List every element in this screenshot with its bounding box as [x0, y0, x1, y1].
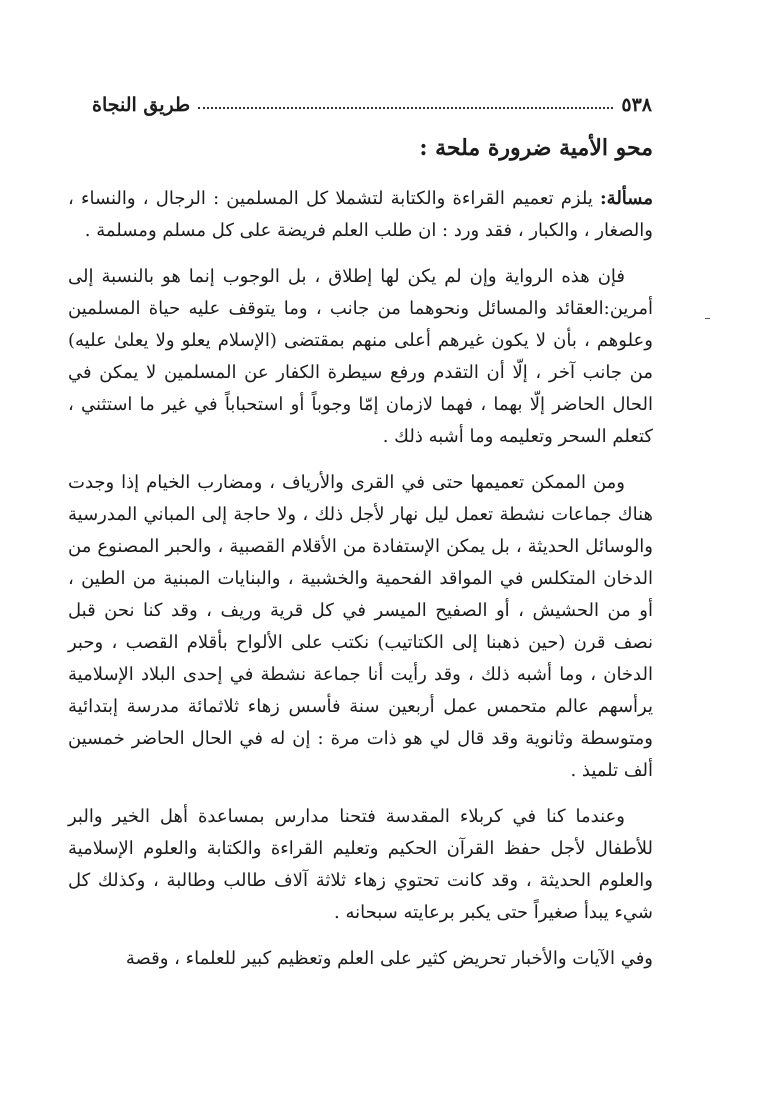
book-title: طريق النجاة — [92, 94, 191, 116]
page-number: ٥٣٨ — [621, 94, 652, 116]
paragraph: وعندما كنا في كربلاء المقدسة فتحنا مدارس بمساعدة أهل الخير والبر للأطفال لأجل حفظ القرآن الحكيم وتعليم القراءة والكتابة والعلوم الإسلامية والعلوم الحديثة ، وقد كانت تحتوي زهاء ثلاثة آلاف طالب وطالبة ، وكذلك كل شيء يبدأ صغيراً حتى يكبر برعايته سبحانه . — [68, 806, 653, 923]
paragraph-masala — [68, 183, 653, 247]
paragraph: ومن الممكن تعميمها حتى في القرى والأرياف ، ومضارب الخيام إذا وجدت هناك جماعات نشطة تعمل ليل نهار لأجل ذلك ، ولا حاجة إلى المباني المدرسية والوسائل الحديثة ، بل يمكن الإستفادة من الأقلام القصبية ، والحبر المصنوع من الدخان المتكلس في المواقد الفحمية والخشبية ، والبنايات المبنية من الطين ، أو من الحشيش ، أو الصفيح الميسر في كل قرية وريف ، وقد كنا نحن قبل نصف قرن (حين ذهبنا إلى الكتاتيب) نكتب على الألواح بأقلام القصب ، وحبر الدخان ، وما أشبه ذلك ، وقد رأيت أنا جماعة نشطة في إحدى البلاد الإسلامية يرأسهم عالم متحمس عمل أربعين سنة فأسس زهاء ثلاثمائة مدرسة إبتدائية ومتوسطة وثانوية وقد قال لي هو ذات مرة : إن له في الحال الحاضر خمسين ألف تلميذ . — [68, 472, 653, 781]
paragraph-continued: وفي الآيات والأخبار تحريض كثير على العلم وتعظيم كبير للعلماء ، وقصة — [125, 948, 653, 969]
section-heading: محو الأمية ضرورة ملحة : — [419, 135, 653, 161]
paragraph-lead-term: مسألة: — [600, 188, 653, 209]
margin-mark — [705, 318, 710, 319]
paragraph: فإن هذه الرواية وإن لم يكن لها إطلاق ، بل الوجوب إنما هو بالنسبة إلى أمرين:العقائد والمسائل ونحوهما من جانب ، وما يتوقف عليه حياة المسلمين وعلوهم ، بأن لا يكون غيرهم أعلى منهم بمقتضى (الإسلام يعلو ولا يعلىٰ عليه) من جانب آخر ، إلّا أن التقدم ورفع سيطرة الكفار عن المسلمين لا يمكن في الحال الحاضر إلّا بهما ، فهما لازمان إمّا وجوباً أو استحباباً في غير ما استثني ، كتعلم السحر وتعليمه وما أشبه ذلك . — [68, 266, 653, 447]
body-text — [68, 183, 653, 989]
dotted-leader — [198, 107, 613, 109]
paragraph-text: يلزم تعميم القراءة والكتابة لتشملا كل المسلمين : الرجال ، والنساء ، والصغار ، والكبار ، فقد ورد : ان طلب العلم فريضة على كل مسلم ومسلمة . — [68, 188, 653, 241]
running-header — [92, 86, 652, 116]
